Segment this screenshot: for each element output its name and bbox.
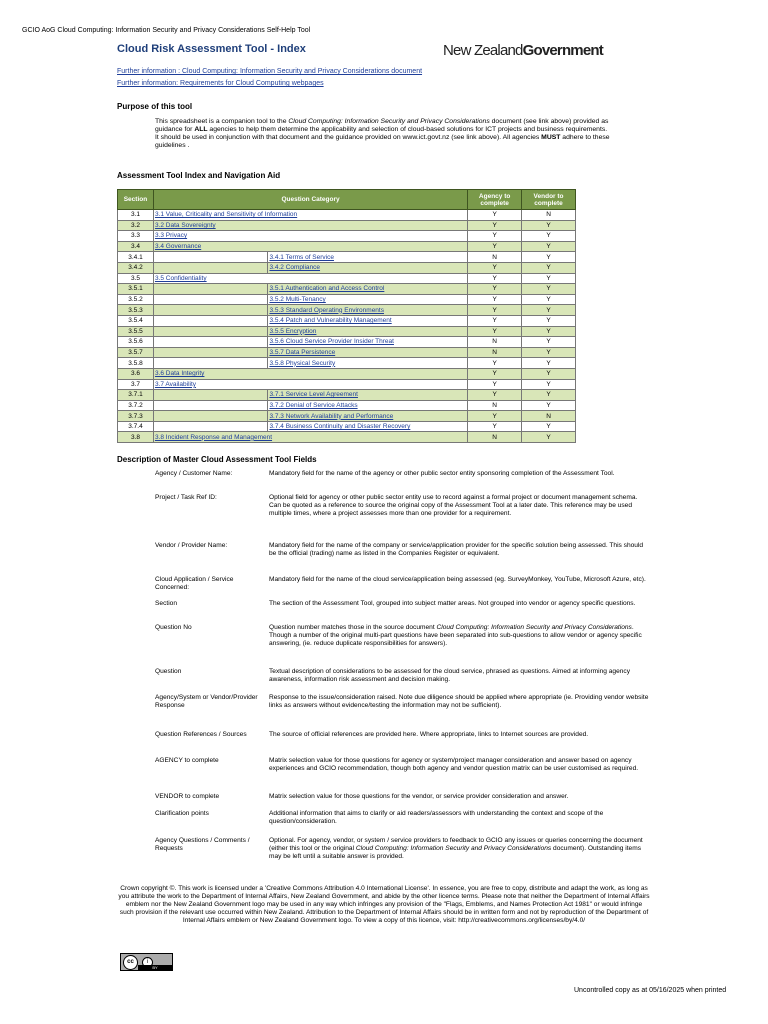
agency-cell: N <box>468 252 522 263</box>
field-description: Additional information that aims to clarify or aid readers/assessors with understanding the context and scope of the question/consideration. <box>269 810 604 825</box>
copyright-notice: Crown copyright ©. This work is licensed under a 'Creative Commons Attribution 4.0 International License'. In essence, you are free to copy, distribute and adapt the work, as long as you attribute the work to the Department of Internal Affairs, New Zealand Government, and abide by the other licence terms. Please note that neither the Department of Internal Affairs emblem nor the New Zealand Government logo may be used in any way which infringes any provision of the "Flags, Emblems, and Names Protection Act 1981" or would infringe such provision if the relevant use occurred within New Zealand. Attribution to the Department of Internal Affairs should be in written form and not by reproduction of the Department of Internal Affairs emblem or New Zealand Government logo. To view a copy of this licence, visit: http://creativecommons.org/licenses/by/4.0/ <box>118 885 650 924</box>
agency-cell: Y <box>468 262 522 273</box>
subcategory-link[interactable]: 3.7.2 Denial of Service Attacks <box>268 400 468 411</box>
subcategory-link[interactable]: 3.4.2 Compliance <box>268 262 468 273</box>
table-row <box>118 432 576 443</box>
purpose-paragraph: This spreadsheet is a companion tool to the Cloud Computing: Information Security and Privacy Considerations document (see link above) provided as guidance for ALL agencies to help them determine the applicability and selection of cloud-based solutions for ICT projects and business requirements. It should be used in conjunction with that document and the guidance provided on www.ict.govt.nz (see link above). All agencies MUST adhere to these guidelines . <box>155 118 610 149</box>
category-link[interactable]: 3.3 Privacy <box>153 231 467 242</box>
section-cell: 3.4.2 <box>118 262 154 273</box>
further-info-document-link[interactable]: Further information : Cloud Computing: Information Security and Privacy Considerations document <box>117 68 423 75</box>
table-row <box>118 400 576 411</box>
field-name: Clarification points <box>155 810 209 817</box>
table-row <box>118 337 576 348</box>
agency-cell: Y <box>468 326 522 337</box>
section-cell: 3.5.2 <box>118 294 154 305</box>
field-description: Mandatory field for the name of the cloud service/application being assessed (eg. SurveyMonkey, YouTube, Microsoft Azure, etc). <box>269 576 646 583</box>
subcategory-link[interactable]: 3.5.7 Data Persistence <box>268 347 468 358</box>
agency-cell: Y <box>468 273 522 284</box>
category-link[interactable]: 3.5 Confidentiality <box>153 273 467 284</box>
vendor-cell: Y <box>522 231 576 242</box>
vendor-cell: Y <box>522 400 576 411</box>
agency-cell: N <box>468 347 522 358</box>
section-cell: 3.6 <box>118 368 154 379</box>
section-cell: 3.8 <box>118 432 154 443</box>
field-description: Mandatory field for the name of the company or service/application provider for the specific solution being assessed. This should be the official (trading) name as listed in the Companies Register or equivalent. <box>269 542 644 557</box>
agency-cell: N <box>468 432 522 443</box>
creative-commons-badge[interactable] <box>120 953 173 971</box>
field-name: AGENCY to complete <box>155 757 219 764</box>
field-description: Matrix selection value for those questions for the vendor, or service provider consideration and answer. <box>269 793 569 800</box>
index-table <box>117 189 576 443</box>
category-link <box>153 337 268 348</box>
section-cell: 3.5.4 <box>118 315 154 326</box>
agency-cell: Y <box>468 220 522 231</box>
field-name: Section <box>155 600 177 607</box>
uncontrolled-copy-note: Uncontrolled copy as at 05/16/2025 when printed <box>574 987 727 994</box>
section-cell: 3.2 <box>118 220 154 231</box>
section-cell: 3.3 <box>118 231 154 242</box>
table-row <box>118 390 576 401</box>
agency-cell: N <box>468 400 522 411</box>
field-description: Response to the issue/consideration raised. Note due diligence should be applied where appropriate (ie. Providing vendor website links as answers without evidence/testing the information may not be sufficient). <box>269 694 649 709</box>
col-agency: Agency to complete <box>468 190 522 210</box>
table-row <box>118 284 576 295</box>
section-cell: 3.5.6 <box>118 337 154 348</box>
table-row <box>118 241 576 252</box>
subcategory-link[interactable]: 3.5.5 Encryption <box>268 326 468 337</box>
section-cell: 3.5.5 <box>118 326 154 337</box>
table-row <box>118 220 576 231</box>
agency-cell: Y <box>468 241 522 252</box>
table-row <box>118 421 576 432</box>
vendor-cell: Y <box>522 390 576 401</box>
table-row <box>118 294 576 305</box>
agency-cell: N <box>468 337 522 348</box>
subcategory-link[interactable]: 3.5.2 Multi-Tenancy <box>268 294 468 305</box>
purpose-heading: Purpose of this tool <box>117 102 193 111</box>
vendor-cell: Y <box>522 252 576 263</box>
category-link <box>153 252 268 263</box>
category-link[interactable]: 3.4 Governance <box>153 241 467 252</box>
category-link <box>153 262 268 273</box>
section-cell: 3.7.3 <box>118 411 154 422</box>
table-row <box>118 326 576 337</box>
category-link[interactable]: 3.6 Data Integrity <box>153 368 467 379</box>
subcategory-link[interactable]: 3.7.3 Network Availability and Performance <box>268 411 468 422</box>
section-cell: 3.5.7 <box>118 347 154 358</box>
field-description: Mandatory field for the name of the agency or other public sector entity sponsoring completion of the Assessment Tool. <box>269 470 615 477</box>
table-row <box>118 315 576 326</box>
table-row <box>118 262 576 273</box>
category-link[interactable]: 3.1 Value, Criticality and Sensitivity of Information <box>153 210 467 221</box>
field-name: Agency Questions / Comments / Requests <box>155 837 250 852</box>
agency-cell: Y <box>468 284 522 295</box>
section-cell: 3.5.3 <box>118 305 154 316</box>
subcategory-link[interactable]: 3.5.8 Physical Security <box>268 358 468 369</box>
vendor-cell: Y <box>522 421 576 432</box>
vendor-cell: Y <box>522 315 576 326</box>
field-description: Textual description of considerations to be assessed for the cloud service, phrased as questions. Aimed at informing agency awareness, information risk assessment and decision making. <box>269 668 631 683</box>
field-name: Cloud Application / Service Concerned: <box>155 576 234 591</box>
category-link <box>153 411 268 422</box>
category-link <box>153 390 268 401</box>
field-description: The section of the Assessment Tool, grouped into subject matter areas. Not grouped into vendor or agency specific questions. <box>269 600 636 607</box>
agency-cell: Y <box>468 379 522 390</box>
category-link <box>153 305 268 316</box>
field-description: Question number matches those in the source document Cloud Computing: Information Security and Privacy Considerations. Though a number of the original multi-part questions have been separated into sub-questions to allow vendor or agency specific answering, (ie. reduce duplicate responsibilities for answers). <box>269 624 642 647</box>
field-name: Question No <box>155 624 192 631</box>
subcategory-link[interactable]: 3.4.1 Terms of Service <box>268 252 468 263</box>
section-cell: 3.7 <box>118 379 154 390</box>
agency-cell: Y <box>468 294 522 305</box>
subcategory-link[interactable]: 3.7.4 Business Continuity and Disaster Recovery <box>268 421 468 432</box>
category-link <box>153 326 268 337</box>
subcategory-link[interactable]: 3.5.1 Authentication and Access Control <box>268 284 468 295</box>
field-name: Agency/System or Vendor/Provider Response <box>155 694 258 709</box>
vendor-cell: Y <box>522 326 576 337</box>
table-row <box>118 210 576 221</box>
col-question-category: Question Category <box>153 190 467 210</box>
agency-cell: Y <box>468 315 522 326</box>
category-link <box>153 294 268 305</box>
category-link[interactable]: 3.8 Incident Response and Management <box>153 432 467 443</box>
agency-cell: Y <box>468 358 522 369</box>
agency-cell: Y <box>468 231 522 242</box>
section-cell: 3.5.1 <box>118 284 154 295</box>
field-name: Project / Task Ref ID: <box>155 494 217 501</box>
subcategory-link[interactable]: 3.5.3 Standard Operating Environments <box>268 305 468 316</box>
field-description: Optional. For agency, vendor, or system / service providers to feedback to GCIO any issues or queries concerning the document (either this tool or the original Cloud Computing: Information Security and Privacy Considerations document). Outstanding items may be left until a suitable answer is provided. <box>269 837 643 860</box>
cc-by-strip: BY <box>138 965 172 970</box>
section-cell: 3.7.2 <box>118 400 154 411</box>
section-cell: 3.5.8 <box>118 358 154 369</box>
category-link <box>153 358 268 369</box>
field-name: Question References / Sources <box>155 731 247 738</box>
category-link <box>153 400 268 411</box>
vendor-cell: Y <box>522 368 576 379</box>
table-row <box>118 252 576 263</box>
agency-cell: Y <box>468 421 522 432</box>
vendor-cell: Y <box>522 220 576 231</box>
vendor-cell: Y <box>522 273 576 284</box>
subcategory-link[interactable]: 3.5.4 Patch and Vulnerability Management <box>268 315 468 326</box>
col-section: Section <box>118 190 154 210</box>
table-row <box>118 411 576 422</box>
vendor-cell: N <box>522 411 576 422</box>
subcategory-link[interactable]: 3.5.6 Cloud Service Provider Insider Threat <box>268 337 468 348</box>
vendor-cell: Y <box>522 262 576 273</box>
table-row <box>118 358 576 369</box>
section-cell: 3.5 <box>118 273 154 284</box>
category-link[interactable]: 3.2 Data Sovereignty <box>153 220 467 231</box>
field-name: VENDOR to complete <box>155 793 220 800</box>
table-row <box>118 368 576 379</box>
field-name: Vendor / Provider Name: <box>155 542 228 549</box>
fields-heading: Description of Master Cloud Assessment Tool Fields <box>117 455 317 464</box>
col-vendor: Vendor to complete <box>522 190 576 210</box>
category-link <box>153 284 268 295</box>
vendor-cell: Y <box>522 347 576 358</box>
category-link <box>153 347 268 358</box>
vendor-cell: Y <box>522 337 576 348</box>
agency-cell: Y <box>468 368 522 379</box>
vendor-cell: Y <box>522 358 576 369</box>
page-title: Cloud Risk Assessment Tool - Index <box>117 43 306 55</box>
attribution-icon: i <box>142 957 153 968</box>
table-row <box>118 305 576 316</box>
section-cell: 3.4.1 <box>118 252 154 263</box>
category-link <box>153 421 268 432</box>
agency-cell: Y <box>468 411 522 422</box>
field-name: Question <box>155 668 182 675</box>
further-info-webpages-link[interactable]: Further information: Requirements for Cloud Computing webpages <box>117 80 324 87</box>
section-cell: 3.4 <box>118 241 154 252</box>
vendor-cell: Y <box>522 379 576 390</box>
table-row <box>118 347 576 358</box>
field-description: Matrix selection value for those questions for agency or system/project manager consideration and answer based on agency experiences and GCIO recommendation, though both agency and vendor question matrix can be user customised as required. <box>269 757 639 772</box>
agency-cell: Y <box>468 210 522 221</box>
agency-cell: Y <box>468 390 522 401</box>
section-cell: 3.1 <box>118 210 154 221</box>
vendor-cell: N <box>522 210 576 221</box>
table-row <box>118 273 576 284</box>
table-row <box>118 231 576 242</box>
vendor-cell: Y <box>522 294 576 305</box>
category-link[interactable]: 3.7 Availability <box>153 379 467 390</box>
nz-government-logo: New ZealandGovernment <box>443 42 603 59</box>
vendor-cell: Y <box>522 284 576 295</box>
table-row <box>118 379 576 390</box>
vendor-cell: Y <box>522 432 576 443</box>
subcategory-link[interactable]: 3.7.1 Service Level Agreement <box>268 390 468 401</box>
vendor-cell: Y <box>522 305 576 316</box>
field-description: The source of official references are provided here. Where appropriate, links to Internet sources are provided. <box>269 731 589 738</box>
index-heading: Assessment Tool Index and Navigation Aid <box>117 171 281 180</box>
field-name: Agency / Customer Name: <box>155 470 233 477</box>
section-cell: 3.7.4 <box>118 421 154 432</box>
category-link <box>153 315 268 326</box>
document-header: GCIO AoG Cloud Computing: Information Security and Privacy Considerations Self-Help Tool <box>22 27 311 34</box>
section-cell: 3.7.1 <box>118 390 154 401</box>
agency-cell: Y <box>468 305 522 316</box>
cc-icon: cc <box>123 955 138 970</box>
field-description: Optional field for agency or other public sector entity use to record against a formal project or document management schema. Can be quoted as a reference to source the original copy of the Assessment Tool at a later date. This reference may be used multiple times, where a project assesses more than one provider for a requirement. <box>269 494 638 517</box>
vendor-cell: Y <box>522 241 576 252</box>
